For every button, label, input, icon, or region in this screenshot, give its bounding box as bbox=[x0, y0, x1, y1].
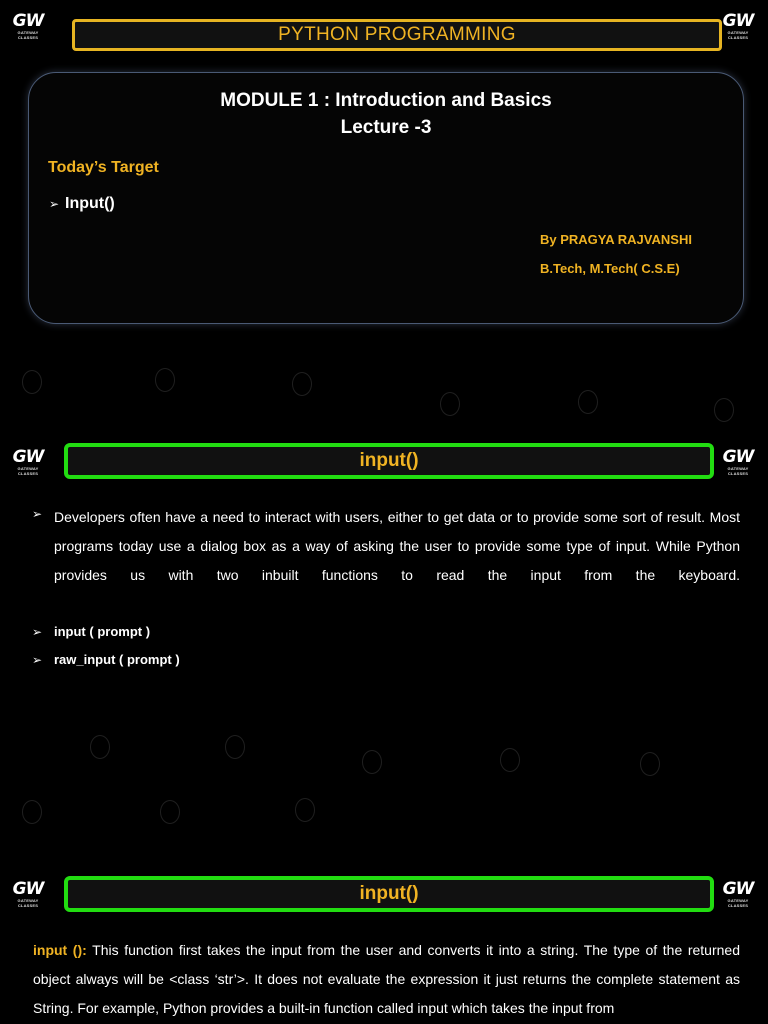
logo-caption: GATEWAY CLASSES bbox=[17, 30, 39, 40]
logo-mark: GW bbox=[12, 447, 44, 467]
watermark-icon bbox=[160, 800, 180, 824]
keyword-label: input (): bbox=[33, 942, 87, 958]
module-title: MODULE 1 : Introduction and Basics bbox=[220, 90, 552, 111]
gateway-logo-right bbox=[718, 880, 758, 908]
gateway-logo-left bbox=[8, 880, 48, 908]
logo-mark: GW bbox=[722, 447, 754, 467]
course-title-bar bbox=[72, 19, 722, 51]
intro-paragraph: Developers often have a need to interact with users, either to get data or to provide some sort of result. Most programs today use a dialog box as a way of asking the user to provide some type of input. While Python provides us with two inbuilt functions to read the input from the keyboard. bbox=[54, 509, 740, 583]
watermark-icon bbox=[440, 392, 460, 416]
gateway-logo-right bbox=[718, 448, 758, 476]
logo-mark: GW bbox=[12, 11, 44, 31]
definition-paragraph bbox=[33, 936, 740, 1023]
gateway-logo-left bbox=[8, 12, 48, 40]
author-name: By PRAGYA RAJVANSHI bbox=[540, 232, 692, 247]
arrow-bullet-icon: ➢ bbox=[32, 625, 43, 639]
gateway-logo-left bbox=[8, 448, 48, 476]
list-item-label: input ( prompt ) bbox=[54, 624, 151, 639]
lecture-title: Lecture -3 bbox=[340, 117, 432, 138]
logo-mark: GW bbox=[722, 879, 754, 899]
logo-caption: GATEWAY CLASSES bbox=[727, 466, 749, 476]
definition-text: This function first takes the input from the user and converts it into a string. The type of the returned object always will be <class ‘str’>. It does not evaluate the expression it just returns the complete statement as String. For example, Python provides a built-in function called input which takes the input from bbox=[33, 942, 740, 1016]
topic-label: Input() bbox=[65, 195, 115, 212]
arrow-bullet-icon: ➢ bbox=[32, 653, 43, 667]
intro-card bbox=[28, 72, 744, 324]
section-heading: input() bbox=[359, 450, 419, 471]
watermark-icon bbox=[225, 735, 245, 759]
list-item bbox=[32, 652, 180, 667]
topic-item bbox=[49, 195, 115, 213]
watermark-icon bbox=[714, 398, 734, 422]
arrow-bullet-icon: ➢ bbox=[49, 197, 60, 211]
section-heading-bar bbox=[64, 443, 714, 479]
list-item bbox=[32, 624, 150, 639]
logo-caption: GATEWAY CLASSES bbox=[727, 898, 749, 908]
watermark-icon bbox=[155, 368, 175, 392]
author-degree: B.Tech, M.Tech( C.S.E) bbox=[540, 261, 680, 276]
watermark-icon bbox=[500, 748, 520, 772]
watermark-icon bbox=[22, 370, 42, 394]
arrow-bullet-icon: ➢ bbox=[32, 507, 43, 521]
watermark-icon bbox=[362, 750, 382, 774]
watermark-icon bbox=[90, 735, 110, 759]
logo-caption: GATEWAY CLASSES bbox=[17, 898, 39, 908]
section-heading-bar bbox=[64, 876, 714, 912]
section-heading: input() bbox=[359, 883, 419, 904]
course-title: PYTHON PROGRAMMING bbox=[278, 24, 516, 45]
watermark-icon bbox=[22, 800, 42, 824]
logo-caption: GATEWAY CLASSES bbox=[727, 30, 749, 40]
target-heading: Today’s Target bbox=[48, 159, 159, 176]
logo-caption: GATEWAY CLASSES bbox=[17, 466, 39, 476]
watermark-icon bbox=[578, 390, 598, 414]
gateway-logo-right bbox=[718, 12, 758, 40]
logo-mark: GW bbox=[12, 879, 44, 899]
list-item-label: raw_input ( prompt ) bbox=[54, 652, 180, 667]
logo-mark: GW bbox=[722, 11, 754, 31]
watermark-icon bbox=[640, 752, 660, 776]
watermark-icon bbox=[292, 372, 312, 396]
watermark-icon bbox=[295, 798, 315, 822]
